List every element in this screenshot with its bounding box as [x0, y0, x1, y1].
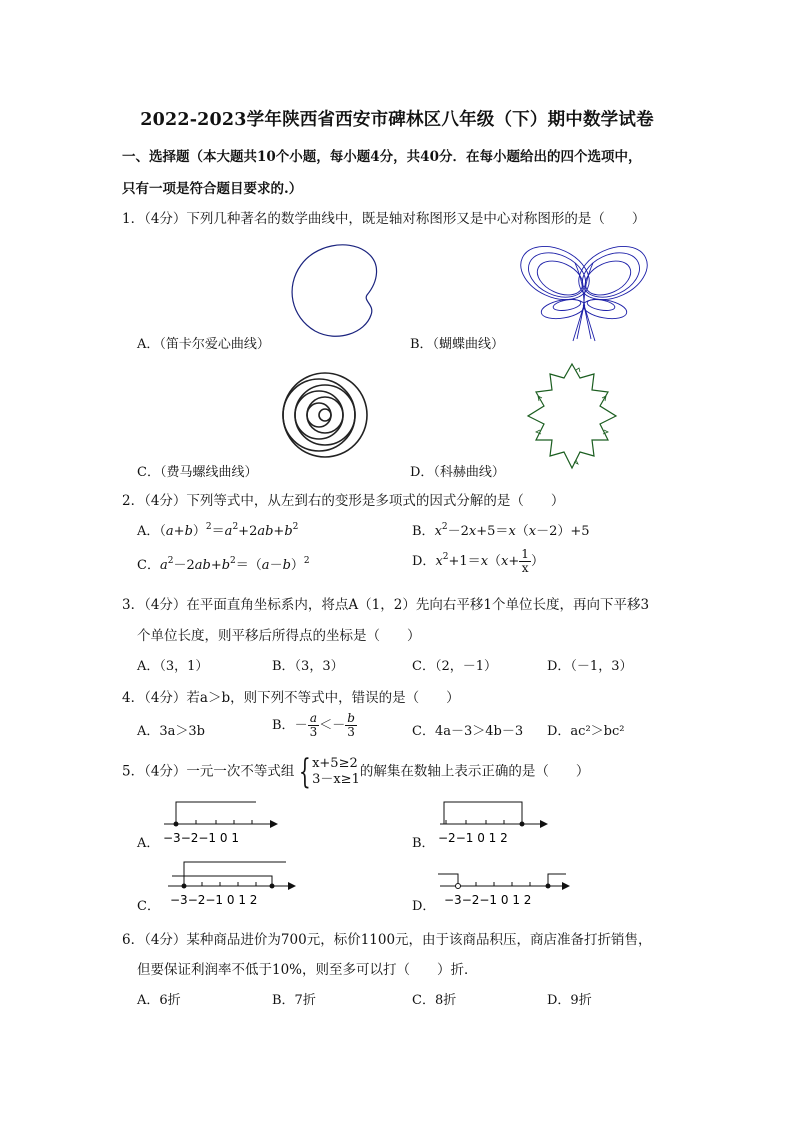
- q5-option-d-label: D．: [412, 899, 436, 914]
- q4-b-text: － $\frac{a}{3}$ ＜－ $\frac{b}{3}$: [294, 711, 355, 739]
- q5-system-line1: x+5≥2: [312, 756, 358, 771]
- section-header-line1: 一、选择题（本大题共10个小题，每小题4分，共40分．在每小题给出的四个选项中，: [122, 149, 642, 165]
- q5-stem: [122, 752, 590, 792]
- q5-system: [312, 756, 360, 788]
- q2-a-text: $(a+b)^2=a^2+2ab+b^2$: [159, 522, 299, 539]
- number-line-a: [160, 796, 278, 848]
- q3-stem-line2: 个单位长度，则平移后所得点的坐标是（ ）: [137, 628, 421, 644]
- q3-option-b: B．（3，3）: [272, 659, 344, 674]
- q6-option-c: C．8折: [412, 993, 457, 1008]
- q4-stem: 4．（4分）若a＞b，则下列不等式中，错误的是（ ）: [122, 690, 460, 706]
- number-line-b-ticks: −2−1 0 1 2: [438, 831, 508, 845]
- q2-option-c: [137, 554, 310, 573]
- q5-stem-suffix: 的解集在数轴上表示正确的是（ ）: [359, 763, 590, 780]
- q1-option-c: C．（费马螺线曲线）: [137, 465, 258, 480]
- q4-option-d: D．ac²＞bc²: [547, 724, 625, 739]
- q5-system-line2: 3－x≥1: [312, 772, 360, 787]
- number-line-d: [436, 856, 576, 910]
- q1-option-d: D．（科赫曲线）: [410, 465, 505, 480]
- q6-option-d: D．9折: [547, 993, 592, 1008]
- fermat-spiral-figure: [250, 368, 388, 463]
- q6-option-a: A．6折: [137, 993, 181, 1008]
- q1-option-b: B．（蝴蝶曲线）: [410, 337, 505, 352]
- q5-option-a-label: A．: [137, 836, 160, 851]
- q2-stem: 2．（4分）下列等式中，从左到右的变形是多项式的因式分解的是（ ）: [122, 493, 565, 509]
- q5-option-c-label: C．: [137, 899, 160, 914]
- q4-option-b: [272, 712, 357, 739]
- q5-option-b-label: B．: [412, 836, 435, 851]
- q1-option-a: A．（笛卡尔爱心曲线）: [137, 337, 270, 352]
- q2-option-b: [412, 520, 590, 539]
- q2-b-label: B．: [412, 524, 435, 539]
- cardioid-figure: [285, 243, 385, 338]
- q2-b-text: $x^2-2x+5=x(x-2)+5$: [434, 522, 590, 539]
- page-title: 2022-2023学年陕西省西安市碑林区八年级（下）期中数学试卷: [140, 110, 654, 130]
- q4-b-label: B．: [272, 718, 295, 733]
- q2-option-a: [137, 520, 298, 539]
- number-line-a-ticks: −3−2−1 0 1: [163, 831, 239, 845]
- q2-c-label: C．: [137, 558, 160, 573]
- q4-option-a: A．3a＞3b: [137, 724, 206, 739]
- q3-stem-line1: 3．（4分）在平面直角坐标系内，将点A（1，2）先向右平移1个单位长度，再向下平移3: [122, 597, 650, 613]
- q5-stem-prefix: 5．（4分）一元一次不等式组: [122, 763, 295, 780]
- q1-stem: 1．（4分）下列几种著名的数学曲线中，既是轴对称图形又是中心对称图形的是（ ）: [122, 211, 646, 227]
- q2-a-label: A．: [137, 524, 160, 539]
- q4-option-c: C．4a－3＞4b－3: [412, 724, 524, 739]
- q6-stem-line2: 但要保证利润率不低于10%，则至多可以打（ ）折．: [137, 962, 478, 978]
- brace-icon: {: [299, 752, 312, 792]
- q2-d-label: D．: [412, 554, 436, 569]
- q3-option-d: D．（－1，3）: [547, 659, 633, 674]
- q2-d-text: $x^2+1=x(x+$ $\frac{1}{x}$ ）: [435, 547, 544, 575]
- number-line-d-ticks: −3−2−1 0 1 2: [444, 893, 532, 907]
- q6-stem-line1: 6．（4分）某种商品进价为700元，标价1100元，由于该商品积压，商店准备打折销售，: [122, 932, 652, 948]
- section-header-line2: 只有一项是符合题目要求的.）: [122, 181, 303, 197]
- number-line-c-ticks: −3−2−1 0 1 2: [170, 893, 258, 907]
- q2-c-text: $a^2-2ab+b^2=(a-b)^2$: [159, 556, 310, 573]
- butterfly-figure: [515, 243, 653, 343]
- number-line-c: [164, 856, 300, 910]
- q2-option-d: [412, 548, 544, 575]
- number-line-b: [436, 796, 550, 848]
- q3-option-a: A．（3，1）: [137, 659, 209, 674]
- koch-snowflake-figure: [522, 360, 622, 472]
- q6-option-b: B．7折: [272, 993, 316, 1008]
- q3-option-c: C．（2，－1）: [412, 659, 497, 674]
